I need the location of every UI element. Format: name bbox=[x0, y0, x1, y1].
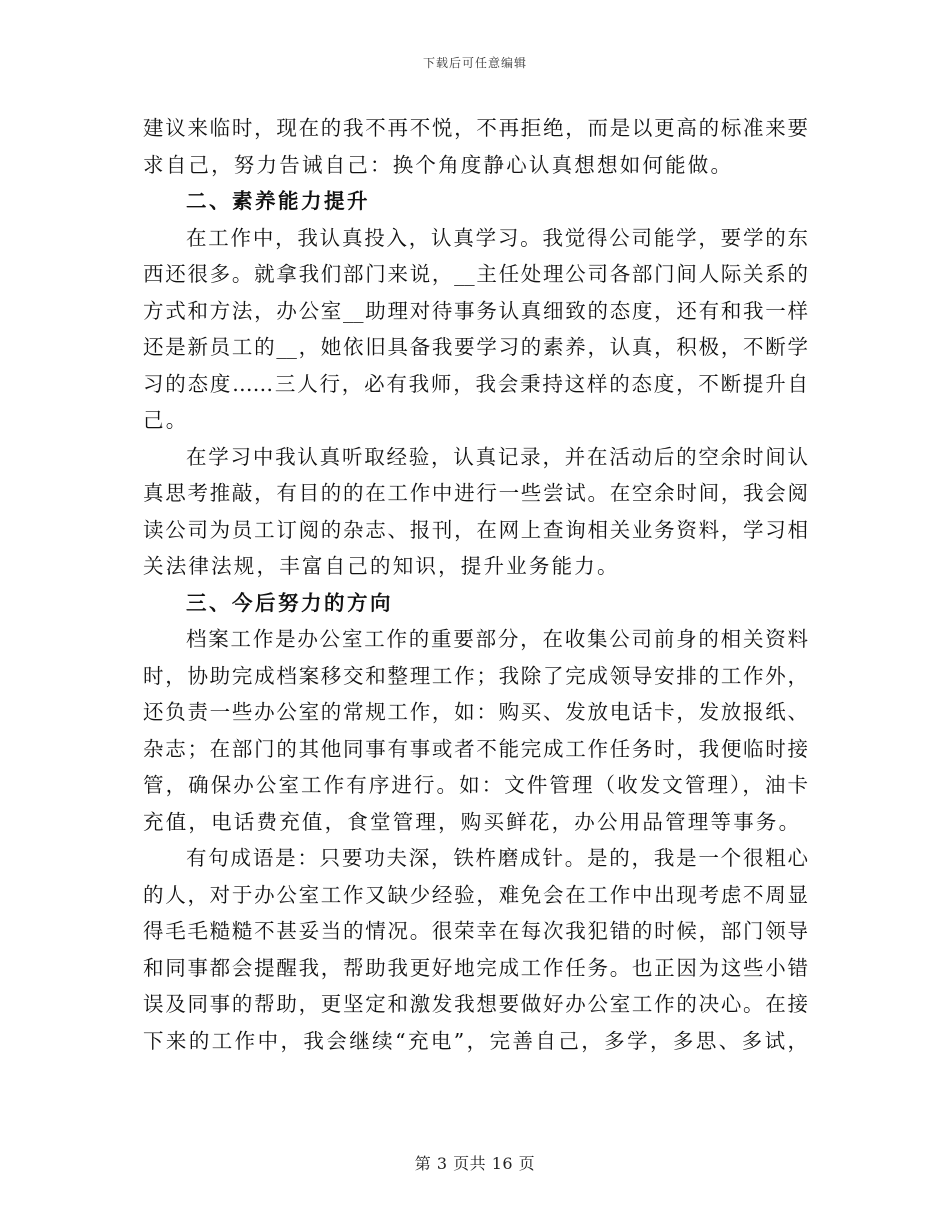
text-line: 在学习中我认真听取经验，认真记录，并在活动后的空余时间认 bbox=[186, 444, 808, 469]
text-line: 习的态度……三人行，必有我师，我会秉持这样的态度，不断提升自 bbox=[143, 371, 808, 396]
section-heading-3: 三、今后努力的方向 bbox=[186, 590, 393, 615]
paragraph-idiom bbox=[143, 840, 808, 1059]
text-line: 杂志；在部门的其他同事有事或者不能完成工作任务时，我便临时接 bbox=[143, 736, 808, 761]
section-heading-2: 二、素养能力提升 bbox=[186, 189, 370, 213]
paragraph-learning-at-work bbox=[143, 220, 808, 439]
document-body bbox=[143, 110, 808, 1059]
text-line: 时，协助完成档案移交和整理工作；我除了完成领导安排的工作外， bbox=[143, 663, 808, 688]
page-header: 下载后可任意编辑 bbox=[422, 56, 527, 70]
text-line: 和同事都会提醒我，帮助我更好地完成工作任务。也正因为这些小错 bbox=[143, 955, 808, 980]
paragraph-learning-experience bbox=[143, 439, 808, 585]
text-line: 关法律法规，丰富自己的知识，提升业务能力。 bbox=[143, 554, 620, 578]
page-footer: 第 3 页共 16 页 bbox=[414, 1154, 536, 1173]
text-line: 方式和方法，办公室__助理对待事务认真细致的态度，还有和我一样 bbox=[143, 298, 808, 323]
text-line: 真思考推敲，有目的的在工作中进行一些尝试。在空余时间，我会阅 bbox=[143, 481, 808, 505]
text-line: 在工作中，我认真投入，认真学习。我觉得公司能学，要学的东 bbox=[186, 225, 808, 250]
text-line: 西还很多。就拿我们部门来说，__主任处理公司各部门间人际关系的 bbox=[143, 262, 808, 286]
text-line: 误及同事的帮助，更坚定和激发我想要做好办公室工作的决心。在接 bbox=[143, 992, 808, 1016]
paragraph-continued bbox=[143, 110, 808, 183]
text-line: 下来的工作中，我会继续“充电”，完善自己，多学，多思、多试， bbox=[143, 1028, 808, 1053]
text-line: 档案工作是办公室工作的重要部分，在收集公司前身的相关资料 bbox=[186, 627, 808, 651]
text-line: 得毛毛糙糙不甚妥当的情况。很荣幸在每次我犯错的时候，部门领导 bbox=[143, 919, 808, 943]
text-line: 有句成语是：只要功夫深，铁杵磨成针。是的，我是一个很粗心 bbox=[186, 846, 808, 870]
text-line: 己。 bbox=[143, 408, 189, 432]
text-line: 还负责一些办公室的常规工作，如：购买、发放电话卡，发放报纸、 bbox=[143, 700, 808, 724]
text-line: 求自己，努力告诫自己：换个角度静心认真想想如何能做。 bbox=[143, 152, 734, 177]
text-line: 管，确保办公室工作有序进行。如：文件管理（收发文管理），油卡 bbox=[143, 773, 808, 797]
text-line: 还是新员工的__，她依旧具备我要学习的素养，认真，积极，不断学 bbox=[143, 335, 808, 359]
text-line: 建议来临时，现在的我不再不悦，不再拒绝，而是以更高的标准来要 bbox=[143, 116, 808, 140]
paragraph-archive-work bbox=[143, 621, 808, 840]
text-line: 的人，对于办公室工作又缺少经验，难免会在工作中出现考虑不周显 bbox=[143, 882, 808, 907]
text-line: 充值，电话费充值，食堂管理，购买鲜花，办公用品管理等事务。 bbox=[143, 809, 802, 834]
text-line: 读公司为员工订阅的杂志、报刊，在网上查询相关业务资料，学习相 bbox=[143, 517, 808, 542]
